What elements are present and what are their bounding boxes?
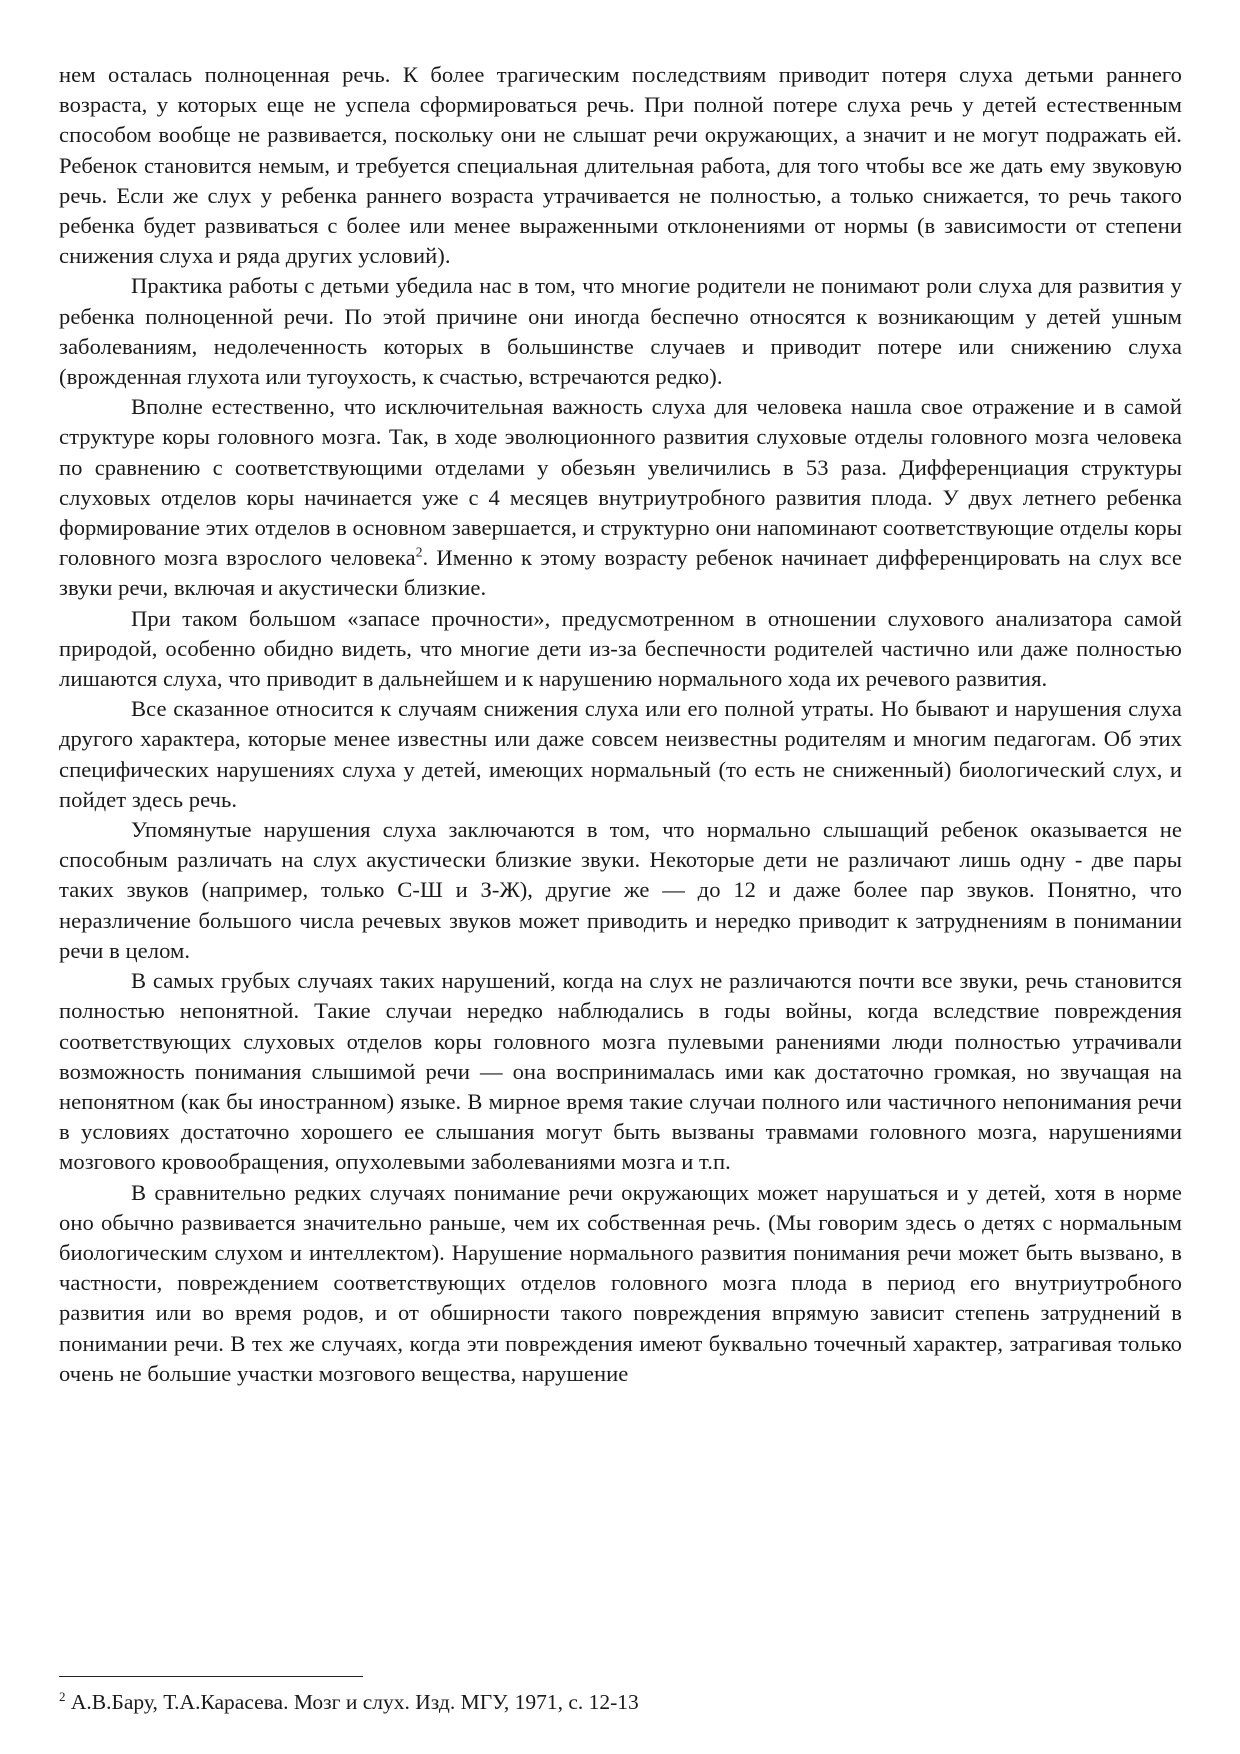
paragraph: Все сказанное относится к случаям снижения слуха или его полной утраты. Но бывают и нарушения слуха другого характера, которые менее известны или даже совсем неизвестны родителям и многим педагогам. Об этих специфических нарушениях слуха у детей, имеющих нормальный (то есть не сниженный) биологический слух, и пойдет здесь речь. bbox=[59, 696, 1182, 812]
paragraph-text: . Именно к этому возрасту ребенок начинает дифференцировать на слух все звуки речи, включая и акустически близкие. bbox=[59, 545, 1182, 601]
paragraph: Упомянутые нарушения слуха заключаются в том, что нормально слышащий ребенок оказывается не способным различать на слух акустически близкие звуки. Некоторые дети не различают лишь одну - две пары таких звуков (например, только С-Ш и З-Ж), другие же — до 12 и даже более пар звуков. Понятно, что неразличение большого числа речевых звуков может приводить и нередко приводит к затруднениям в понимании речи в целом. bbox=[59, 817, 1182, 963]
document-body bbox=[59, 60, 1182, 1389]
paragraph: При таком большом «запасе прочности», предусмотренном в отношении слухового анализатора самой природой, особенно обидно видеть, что многие дети из-за беспечности родителей частично или даже полностью лишаются слуха, что приводит в дальнейшем и к нарушению нормального хода их речевого развития. bbox=[59, 605, 1182, 692]
paragraph: В сравнительно редких случаях понимание речи окружающих может нарушаться и у детей, хотя в норме оно обычно развивается значительно раньше, чем их собственная речь. (Мы говорим здесь о детях с нормальным биологическим слухом и интеллектом). Нарушение нормального развития понимания речи может быть вызвано, в частности, повреждением соответствующих отделов головного мозга плода в период его внутриутробного развития или во время родов, и от обширности такого повреждения впрямую зависит степень затруднений в понимании речи. В тех же случаях, когда эти повреждения имеют буквально точечный характер, затрагивая только очень не большие участки мозгового вещества, нарушение bbox=[59, 1179, 1182, 1386]
footnote-reference[interactable]: 2 bbox=[415, 544, 423, 560]
paragraph bbox=[59, 392, 1182, 603]
paragraph: В самых грубых случаях таких нарушений, когда на слух не различаются почти все звуки, речь становится полностью непонятной. Такие случаи нередко наблюдались в годы войны, когда вследствие повреждения соответствующих слуховых отделов коры головного мозга пулевыми ранениями люди полностью утрачивали возможность понимания слышимой речи — она воспринималась ими как достаточно громкая, но звучащая на непонятном (как бы иностранном) языке. В мирное время такие случаи полного или частичного непонимания речи в условиях достаточно хорошего ее слышания могут быть вызваны травмами головного мозга, нарушениями мозгового кровообращения, опухолевыми заболеваниями мозга и т.п. bbox=[59, 968, 1182, 1175]
footnote-text: А.В.Бару, Т.А.Карасева. Мозг и слух. Изд. МГУ, 1971, с. 12-13 bbox=[65, 1690, 639, 1714]
footnote-mark: 2 bbox=[59, 1688, 66, 1704]
paragraph: нем осталась полноценная речь. К более трагическим последствиям приводит потеря слуха детьми раннего возраста, у которых еще не успела сформироваться речь. При полной потере слуха речь у детей естественным способом вообще не развивается, поскольку они не слышат речи окружающих, а значит и не могут подражать ей. Ребенок становится немым, и требуется специальная длительная работа, для того чтобы все же дать ему звуковую речь. Если же слух у ребенка раннего возраста утрачивается не полностью, а только снижается, то речь такого ребенка будет развиваться с более или менее выраженными отклонениями от нормы (в зависимости от степени снижения слуха и ряда других условий). bbox=[59, 62, 1182, 269]
paragraph: Практика работы с детьми убедила нас в том, что многие родители не понимают роли слуха для развития у ребенка полноценной речи. По этой причине они иногда беспечно относятся к возникающим у детей ушным заболеваниям, недолеченность которых в большинстве случаев и приводит потере или снижению слуха (врожденная глухота или тугоухость, к счастью, встречаются редко). bbox=[59, 273, 1182, 390]
footnote bbox=[59, 1688, 1182, 1716]
paragraph-text: Вполне естественно, что исключительная важность слуха для человека нашла свое отражение и в самой структуре коры головного мозга. Так, в ходе эволюционного развития слуховые отделы головного мозга человека по сравнению с соответствующими отделами у обезьян увеличились в 53 раза. Дифференциация структуры слуховых отделов коры начинается уже с 4 месяцев внутриутробного развития плода. У двух летнего ребенка формирование этих отделов в основном завершается, и структурно они напоминают соответствующие отделы коры головного мозга взрослого человека bbox=[59, 394, 1182, 571]
footnote-divider bbox=[59, 1676, 363, 1677]
